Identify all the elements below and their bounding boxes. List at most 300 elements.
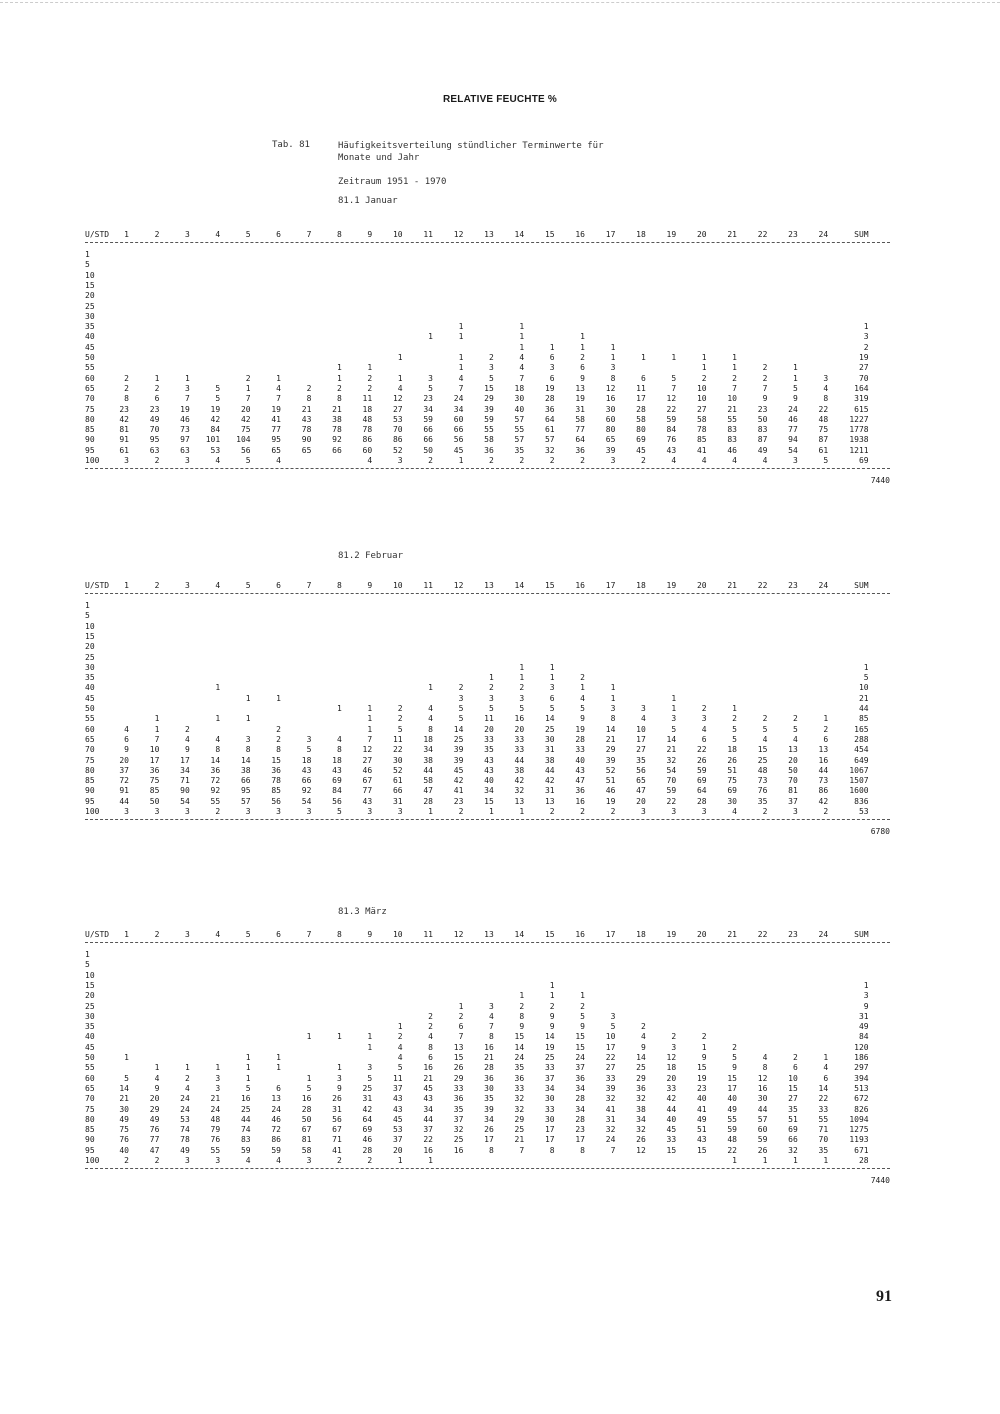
count-cell: 36	[575, 1073, 585, 1083]
count-cell: 5	[306, 1083, 312, 1093]
count-cell: 3	[306, 1156, 312, 1165]
count-cell: 69	[362, 1125, 373, 1135]
count-cell: 73	[180, 425, 190, 435]
row-label: 85	[85, 776, 95, 786]
count-cell: 2	[792, 714, 798, 724]
column-header-hour: 8	[336, 581, 342, 590]
count-cell: 35	[453, 1104, 464, 1114]
count-cell: 2	[336, 383, 342, 393]
column-header-hour: 4	[215, 930, 221, 939]
header-rule	[85, 242, 890, 243]
count-cell: 7	[245, 394, 251, 404]
column-header-hour: 15	[544, 230, 555, 239]
count-cell: 43	[332, 765, 342, 775]
count-cell: 4	[580, 693, 585, 703]
count-cell: 17	[484, 1135, 494, 1145]
count-cell: 2	[397, 1032, 403, 1042]
count-cell: 44	[240, 1114, 251, 1124]
count-cell: 39	[605, 445, 616, 455]
column-header-hour: 21	[727, 581, 737, 590]
count-cell: 8	[306, 394, 312, 404]
count-cell: 32	[544, 445, 555, 455]
count-cell: 1	[367, 724, 373, 734]
row-sum-cell: 49	[858, 1022, 869, 1032]
count-cell: 42	[544, 776, 555, 786]
count-cell: 11	[484, 714, 494, 724]
count-cell: 16	[514, 714, 525, 724]
count-cell: 11	[392, 734, 403, 744]
count-cell: 53	[180, 1114, 190, 1124]
count-cell: 36	[514, 1073, 525, 1083]
count-cell: 40	[575, 755, 585, 765]
count-cell: 2	[154, 456, 160, 465]
count-cell: 2	[154, 383, 160, 393]
row-sum-cell: 1227	[849, 414, 869, 424]
count-cell: 18	[362, 404, 373, 414]
count-cell: 8	[823, 394, 829, 404]
count-cell: 9	[184, 745, 190, 755]
count-cell: 4	[823, 1063, 829, 1073]
count-cell: 40	[696, 1094, 707, 1104]
count-cell: 36	[453, 1094, 464, 1104]
row-sum-cell: 649	[854, 755, 869, 765]
count-cell: 24	[575, 1053, 585, 1062]
count-cell: 23	[575, 1125, 585, 1135]
count-cell: 9	[640, 1042, 646, 1052]
count-cell: 3	[458, 693, 464, 703]
count-cell: 92	[301, 786, 312, 796]
column-header-hour: 4	[215, 230, 221, 239]
count-cell: 48	[757, 765, 768, 775]
column-header-hour: 2	[154, 930, 160, 939]
count-cell: 24	[180, 1094, 190, 1104]
count-cell: 19	[544, 383, 555, 393]
count-cell: 35	[514, 1063, 525, 1073]
count-cell: 3	[306, 807, 312, 816]
column-header-hour: 9	[367, 930, 373, 939]
count-cell: 56	[636, 765, 646, 775]
count-cell: 28	[575, 1114, 585, 1124]
count-cell: 9	[701, 1053, 707, 1062]
count-cell: 4	[640, 714, 646, 724]
count-cell: 3	[549, 363, 555, 373]
count-cell: 22	[666, 404, 677, 414]
period-line: Zeitraum 1951 - 1970	[338, 177, 447, 187]
count-cell: 2	[823, 807, 829, 816]
column-header-hour: 12	[453, 230, 464, 239]
column-header-hour: 15	[544, 930, 555, 939]
count-cell: 30	[727, 796, 737, 806]
count-cell: 5	[336, 807, 342, 816]
count-cell: 34	[636, 1114, 646, 1124]
count-cell: 4	[276, 1156, 281, 1165]
count-cell: 45	[453, 445, 464, 455]
count-cell: 3	[519, 693, 525, 703]
row-label: 80	[85, 414, 95, 424]
column-header-hour: 2	[154, 581, 160, 590]
count-cell: 1	[215, 683, 221, 693]
count-cell: 21	[514, 1135, 525, 1145]
count-cell: 46	[362, 765, 373, 775]
count-cell: 53	[392, 1125, 403, 1135]
count-cell: 86	[818, 786, 829, 796]
count-cell: 85	[696, 435, 707, 445]
count-cell: 47	[423, 786, 433, 796]
count-cell: 3	[610, 1011, 616, 1021]
count-cell: 43	[301, 414, 312, 424]
column-header-sum: SUM	[854, 230, 869, 239]
count-cell: 17	[544, 1125, 555, 1135]
count-cell: 4	[762, 734, 768, 744]
count-cell: 44	[423, 765, 433, 775]
count-cell: 23	[149, 404, 160, 414]
count-cell: 37	[119, 765, 129, 775]
count-cell: 1	[276, 1063, 281, 1073]
count-cell: 48	[818, 414, 829, 424]
column-header-sum: SUM	[854, 581, 869, 590]
count-cell: 5	[762, 724, 768, 734]
page-number: 91	[876, 1288, 892, 1305]
count-cell: 70	[788, 776, 798, 786]
count-cell: 1	[610, 693, 616, 703]
count-cell: 69	[332, 776, 342, 786]
table-label: Tab. 81	[272, 140, 310, 150]
count-cell: 1	[306, 1032, 312, 1042]
count-cell: 3	[276, 807, 281, 816]
count-cell: 41	[453, 786, 464, 796]
count-cell: 20	[149, 1094, 160, 1104]
row-sum-cell: 513	[854, 1083, 869, 1093]
row-label: 35	[85, 673, 95, 683]
count-cell: 41	[332, 1145, 342, 1155]
count-cell: 9	[519, 1022, 525, 1032]
count-cell: 49	[696, 1114, 707, 1124]
count-cell: 22	[727, 1145, 737, 1155]
row-sum-cell: 27	[858, 363, 869, 373]
count-cell: 49	[757, 445, 768, 455]
count-cell: 54	[180, 796, 190, 806]
table-caption	[338, 140, 604, 188]
count-cell: 24	[788, 404, 798, 414]
count-cell: 34	[453, 404, 464, 414]
count-cell: 27	[788, 1094, 798, 1104]
count-cell: 33	[575, 745, 585, 755]
count-cell: 8	[276, 745, 281, 755]
count-cell: 19	[544, 1042, 555, 1052]
count-cell: 76	[666, 435, 677, 445]
count-cell: 77	[362, 786, 373, 796]
count-cell: 3	[184, 456, 190, 465]
count-cell: 28	[544, 394, 555, 404]
count-cell: 13	[818, 745, 829, 755]
count-cell: 80	[636, 425, 646, 435]
count-cell: 7	[488, 1022, 494, 1032]
count-cell: 78	[362, 425, 373, 435]
count-cell: 59	[727, 1125, 737, 1135]
count-cell: 52	[392, 445, 403, 455]
count-cell: 104	[236, 435, 251, 445]
count-cell: 24	[605, 1135, 616, 1145]
column-header-hour: 16	[575, 930, 585, 939]
row-label: 5	[85, 611, 90, 621]
count-cell: 10	[636, 724, 646, 734]
count-cell: 7	[762, 383, 768, 393]
count-cell: 3	[184, 1156, 190, 1165]
column-header-hour: 22	[757, 581, 768, 590]
count-cell: 56	[271, 796, 281, 806]
count-cell: 18	[727, 745, 737, 755]
count-cell: 76	[149, 1125, 160, 1135]
count-cell: 8	[215, 745, 221, 755]
count-cell: 69	[727, 786, 737, 796]
count-cell: 28	[484, 1063, 494, 1073]
count-cell: 50	[301, 1114, 312, 1124]
count-cell: 30	[544, 1094, 555, 1104]
count-cell: 7	[367, 734, 373, 744]
count-cell: 34	[484, 786, 494, 796]
count-cell: 9	[580, 373, 585, 383]
count-cell: 71	[180, 776, 190, 786]
count-cell: 23	[119, 404, 129, 414]
count-cell: 3	[245, 807, 251, 816]
count-cell: 10	[149, 745, 160, 755]
column-header-hour: 19	[666, 230, 677, 239]
row-sum-cell: 288	[854, 734, 869, 744]
count-cell: 51	[605, 776, 616, 786]
count-cell: 26	[332, 1094, 342, 1104]
section-title-februar: 81.2 Februar	[338, 551, 404, 561]
count-cell: 4	[488, 1011, 494, 1021]
count-cell: 16	[301, 1094, 312, 1104]
count-cell: 74	[180, 1125, 190, 1135]
count-cell: 74	[240, 1125, 251, 1135]
row-sum-cell: 28	[858, 1156, 869, 1165]
count-cell: 49	[727, 1104, 737, 1114]
row-label: 80	[85, 765, 95, 775]
row-sum-cell: 10	[858, 683, 869, 693]
count-cell: 64	[544, 414, 555, 424]
count-cell: 3	[336, 1073, 342, 1083]
row-sum-cell: 615	[854, 404, 869, 414]
count-cell: 1	[701, 363, 707, 373]
count-cell: 55	[818, 1114, 829, 1124]
row-label: 25	[85, 652, 95, 662]
count-cell: 83	[240, 1135, 251, 1145]
count-cell: 20	[666, 1073, 677, 1083]
count-cell: 26	[453, 1063, 464, 1073]
count-cell: 1	[245, 714, 251, 724]
row-sum-cell: 319	[854, 394, 869, 404]
count-cell: 35	[514, 445, 525, 455]
count-cell: 2	[823, 724, 829, 734]
count-cell: 48	[362, 414, 373, 424]
count-cell: 67	[332, 1125, 342, 1135]
count-cell: 46	[788, 414, 798, 424]
row-sum-cell: 1275	[849, 1125, 869, 1135]
column-header-hour: 22	[757, 230, 768, 239]
count-cell: 66	[453, 425, 464, 435]
count-cell: 33	[666, 1135, 677, 1145]
count-cell: 42	[453, 776, 464, 786]
count-cell: 19	[180, 404, 190, 414]
count-cell: 44	[818, 765, 829, 775]
count-cell: 1	[488, 673, 494, 683]
count-cell: 7	[184, 394, 190, 404]
count-cell: 15	[484, 383, 494, 393]
count-cell: 57	[757, 1114, 768, 1124]
count-cell: 2	[184, 724, 190, 734]
count-cell: 28	[575, 1094, 585, 1104]
count-cell: 6	[428, 1053, 433, 1062]
row-label: 35	[85, 1022, 95, 1032]
count-cell: 4	[428, 704, 433, 713]
row-sum-cell: 31	[858, 1011, 869, 1021]
count-cell: 1	[640, 353, 646, 362]
count-cell: 17	[727, 1083, 737, 1093]
column-header-hour: 13	[484, 230, 494, 239]
count-cell: 4	[640, 1032, 646, 1042]
row-label: 75	[85, 404, 95, 414]
count-cell: 2	[367, 1156, 373, 1165]
count-cell: 36	[575, 786, 585, 796]
count-cell: 22	[605, 1053, 616, 1062]
count-cell: 83	[727, 435, 737, 445]
count-cell: 2	[397, 704, 403, 713]
count-cell: 1	[549, 342, 555, 352]
row-sum-cell: 85	[858, 714, 869, 724]
count-cell: 7	[610, 1145, 616, 1155]
count-cell: 59	[271, 1145, 281, 1155]
count-cell: 12	[362, 745, 373, 755]
count-cell: 5	[549, 704, 555, 713]
count-cell: 21	[332, 404, 342, 414]
count-cell: 4	[428, 1032, 433, 1042]
count-cell: 53	[210, 445, 221, 455]
count-cell: 7	[276, 394, 281, 404]
count-cell: 3	[701, 807, 707, 816]
count-cell: 2	[671, 1032, 677, 1042]
count-cell: 2	[732, 373, 737, 383]
count-cell: 1	[367, 1032, 373, 1042]
count-cell: 13	[514, 796, 525, 806]
count-cell: 80	[605, 425, 616, 435]
count-cell: 9	[580, 714, 585, 724]
column-header-hour: 7	[306, 230, 312, 239]
row-sum-cell: 9	[863, 1001, 869, 1011]
count-cell: 7	[519, 373, 525, 383]
count-cell: 35	[818, 1145, 829, 1155]
row-label: 50	[85, 353, 95, 362]
count-cell: 35	[757, 796, 768, 806]
count-cell: 3	[610, 704, 616, 713]
count-cell: 3	[701, 714, 707, 724]
count-cell: 24	[453, 394, 464, 404]
count-cell: 61	[392, 776, 403, 786]
count-cell: 81	[788, 786, 798, 796]
count-cell: 2	[458, 1011, 464, 1021]
count-cell: 1	[154, 1063, 160, 1073]
count-cell: 78	[332, 425, 342, 435]
count-cell: 3	[124, 456, 129, 465]
count-cell: 42	[240, 414, 251, 424]
count-cell: 34	[575, 1083, 585, 1093]
count-cell: 2	[488, 683, 494, 693]
section-title-maerz: 81.3 März	[338, 907, 387, 917]
count-cell: 2	[580, 673, 585, 683]
row-label: 45	[85, 1042, 95, 1052]
count-cell: 84	[666, 425, 677, 435]
count-cell: 19	[575, 394, 585, 404]
column-header-hour: 11	[423, 230, 433, 239]
count-cell: 36	[484, 445, 494, 455]
row-label: 95	[85, 1145, 95, 1155]
count-cell: 92	[210, 786, 221, 796]
count-cell: 5	[397, 724, 403, 734]
count-cell: 64	[696, 786, 707, 796]
count-cell: 65	[636, 776, 646, 786]
count-cell: 1	[397, 1156, 403, 1165]
count-cell: 14	[636, 1053, 646, 1062]
count-cell: 15	[666, 1145, 677, 1155]
column-header-hour: 1	[124, 230, 129, 239]
count-cell: 71	[332, 1135, 342, 1145]
count-cell: 14	[605, 724, 616, 734]
count-cell: 6	[154, 394, 160, 404]
count-cell: 32	[605, 1125, 616, 1135]
count-cell: 8	[488, 1032, 494, 1042]
count-cell: 1	[580, 342, 585, 352]
count-cell: 35	[788, 1104, 798, 1114]
count-cell: 25	[636, 1063, 646, 1073]
count-cell: 50	[757, 414, 768, 424]
count-cell: 20	[484, 724, 494, 734]
count-cell: 37	[453, 1114, 464, 1124]
count-cell: 21	[301, 404, 312, 414]
row-sum-cell: 1193	[849, 1135, 869, 1145]
count-cell: 70	[666, 776, 677, 786]
column-header-hour: 10	[392, 930, 403, 939]
count-cell: 13	[788, 745, 798, 755]
count-cell: 1	[580, 332, 585, 342]
count-cell: 17	[544, 1135, 555, 1145]
count-cell: 2	[397, 714, 403, 724]
column-header-hour: 3	[184, 581, 190, 590]
count-cell: 43	[392, 1104, 403, 1114]
count-cell: 3	[671, 1042, 677, 1052]
count-cell: 6	[580, 363, 585, 373]
count-cell: 66	[240, 776, 251, 786]
count-cell: 2	[428, 456, 433, 465]
column-header-hour: 16	[575, 581, 585, 590]
count-cell: 4	[276, 383, 281, 393]
count-cell: 26	[727, 755, 737, 765]
count-cell: 13	[575, 383, 585, 393]
count-cell: 56	[332, 1114, 342, 1124]
count-cell: 86	[392, 435, 403, 445]
count-cell: 60	[757, 1125, 768, 1135]
count-cell: 60	[605, 414, 616, 424]
footer-rule	[85, 468, 890, 469]
count-cell: 64	[362, 1114, 373, 1124]
row-label: 45	[85, 693, 95, 703]
count-cell: 27	[605, 1063, 616, 1073]
count-cell: 54	[666, 765, 677, 775]
count-cell: 52	[392, 765, 403, 775]
count-cell: 57	[514, 414, 525, 424]
count-cell: 66	[301, 776, 312, 786]
count-cell: 30	[484, 1083, 494, 1093]
count-cell: 5	[580, 1011, 585, 1021]
